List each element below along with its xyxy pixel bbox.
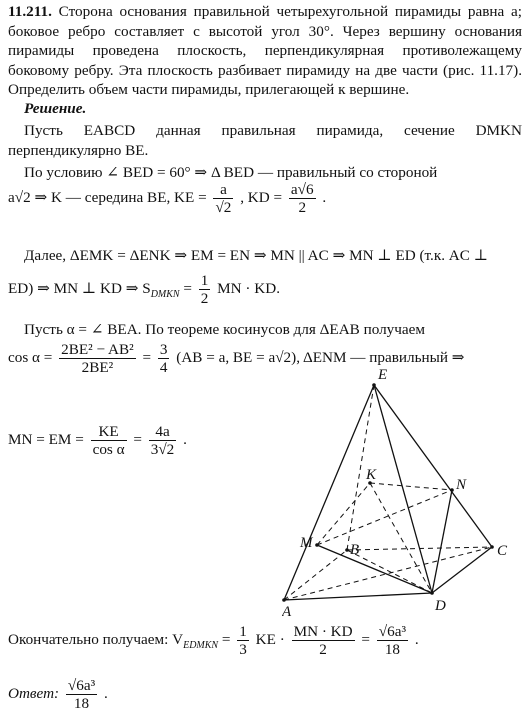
problem-text: Сторона основания правильной четырехугольной пирамиды равна a; боковое ребро составляет с высотой угол 30°. Через вершину основания пирамиды проведена плоскость, перпендикулярная противолежащему боковому ребру. Эта плоскость разбивает пирамиду на две части (рис. 11.17). Определить объем части пирамиды, прилегающей к вершине. bbox=[8, 3, 522, 98]
section-MN-hidden bbox=[317, 490, 452, 545]
label-C: C bbox=[497, 543, 508, 559]
solution-line-3: a√2 ⇒ K — середина BE, KE = $\frac{a}{√2}$ , KD = $\frac{a√6}{2}$ . bbox=[8, 181, 327, 216]
fraction-volume: $\frac{\text{√6a³}}{18}$ bbox=[378, 623, 407, 658]
fraction-mn-kd: $\frac{MN \cdot KD}{2}$ bbox=[293, 623, 353, 658]
fraction-third: $\frac{1}{3}$ bbox=[239, 623, 247, 658]
solution-line-8: MN = EM = $\frac{KE}{\text{cos α}}$ = $\frac{4a}{3√2}$ . bbox=[8, 423, 187, 458]
problem-number: 11.211. bbox=[8, 3, 52, 20]
edge-AB-hidden bbox=[284, 550, 347, 600]
solution-line-5: ED) ⇒ MN ⊥ KD ⇒ $S_{DMKN}$ = $\frac{1}{2}$ MN · KD. bbox=[8, 272, 281, 307]
fraction-kd: $\frac{a√6}{2}$ bbox=[290, 181, 314, 216]
fraction-half: $\frac{1}{2}$ bbox=[200, 272, 209, 307]
answer-line: Ответ: $\frac{\text{√6a³}}{18}$ . bbox=[8, 677, 108, 712]
solution-paragraph-1: Пусть EABCD данная правильная пирамида, сечение DMKN перпендикулярно BE. bbox=[8, 122, 522, 159]
label-B: B bbox=[350, 542, 360, 558]
fraction-cos: $\frac{\text{2BE² − AB²}}{\text{2BE²}}$ bbox=[61, 341, 134, 376]
fraction-three-quarters: $\frac{3}{4}$ bbox=[159, 341, 168, 376]
solution-line-6: Пусть α = ∠ BEA. По теореме косинусов для ΔEAB получаем bbox=[24, 321, 426, 338]
label-A: A bbox=[282, 604, 292, 620]
solution-line-2: По условию ∠ BED = 60° ⇒ Δ BED — правильный со стороной bbox=[24, 164, 438, 181]
fraction-4a: $\frac{4a}{3√2}$ bbox=[150, 423, 175, 458]
fraction-ke: $\frac{a}{√2}$ bbox=[215, 181, 232, 216]
label-D: D bbox=[435, 598, 446, 614]
label-K: K bbox=[366, 467, 377, 483]
diagonal-AC-hidden bbox=[284, 547, 492, 600]
edge-ND bbox=[432, 490, 452, 593]
label-N: N bbox=[456, 477, 467, 493]
solution-heading: Решение. bbox=[24, 100, 87, 117]
section-KD-hidden bbox=[370, 483, 432, 593]
answer-label: Ответ: bbox=[8, 684, 60, 702]
edge-MD bbox=[317, 545, 432, 593]
edge-DC bbox=[432, 547, 492, 593]
label-M: M bbox=[300, 535, 313, 551]
edge-ED bbox=[374, 385, 432, 593]
diagonal-BD-hidden bbox=[347, 550, 432, 593]
section-MK-hidden bbox=[317, 483, 370, 545]
section-KN-hidden bbox=[370, 483, 452, 490]
label-E: E bbox=[378, 367, 388, 383]
fraction-answer: $\frac{\text{√6a³}}{18}$ bbox=[67, 677, 96, 712]
problem-statement bbox=[8, 2, 522, 100]
fraction-ke-cos: $\frac{KE}{\text{cos α}}$ bbox=[92, 423, 125, 458]
edge-EC bbox=[374, 385, 492, 547]
edge-EA bbox=[284, 385, 374, 600]
solution-line-7: cos α = $\frac{\text{2BE² − AB²}}{\text{2BE²}}$ = $\frac{3}{4}$ (AB = a, BE = a√2), ΔENM — правильный ⇒ bbox=[8, 341, 465, 376]
pyramid-figure bbox=[282, 365, 522, 625]
final-result-line: Окончательно получаем: $V_{EDMKN}$ = $\frac{1}{3}$ KE · $\frac{MN \cdot KD}{2}$ = $\frac{\text{√6a³}}{18}$ . bbox=[8, 623, 419, 658]
solution-line-4: Далее, ΔEMK = ΔENK ⇒ EM = EN ⇒ MN || AC ⇒ MN ⊥ ED (т.к. AC ⊥ bbox=[24, 247, 488, 264]
